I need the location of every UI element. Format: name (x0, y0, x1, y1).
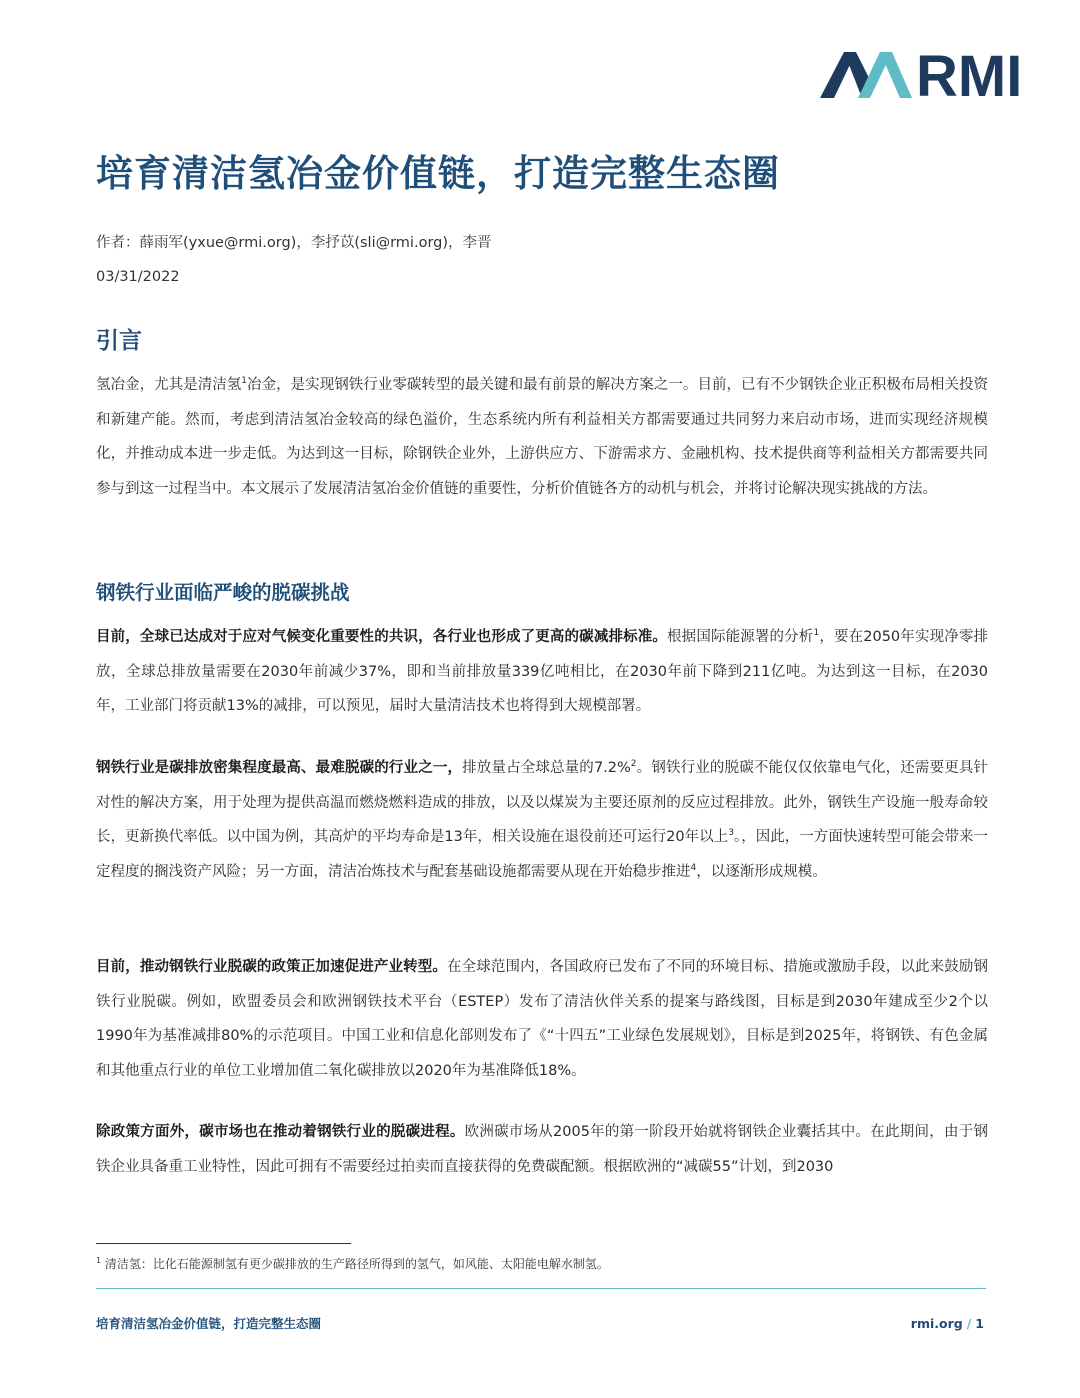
rmi-logo-mark (820, 44, 1030, 100)
paragraph-emissions: 钢铁行业是碳排放密集程度最高、最难脱碳的行业之一，排放量占全球总量的7.2%$^2$。钢铁行业的脱碳不能仅仅依靠电气化，还需要更具针对性的解决方案，用于处理为提供高温而燃烧燃料造成的排放，以及以煤炭为主要还原剂的反应过程排放。此外，钢铁生产设施一般寿命较长，更新换代率低。以中国为例，其高炉的平均寿命是13年，相关设施在退役前还可运行20年以上$^3$。，因此，一方面快速转型可能会带来一定程度的搁浅资产风险；另一方面，清洁冶炼技术与配套基础设施都需要从现在开始稳步推进$^4$，以逐渐形成规模。 (96, 759, 989, 880)
section-heading: 钢铁行业面临严峻的脱碳挑战 (96, 581, 350, 604)
paragraph-policy: 目前，推动钢铁行业脱碳的政策正加速促进产业转型。在全球范围内，各国政府已发布了不同的环境目标、措施或激励手段，以此来鼓励钢铁行业脱碳。例如，欧盟委员会和欧洲钢铁技术平台（ESTEP）发布了清洁伙伴关系的提案与路线图，目标是到2030年建成至少2个以1990年为基准减排80%的示范项目。中国工业和信息化部则发布了《“十四五”工业绿色发展规划》，目标是到2025年，将钢铁、有色金属和其他重点行业的单位工业增加值二氧化碳排放以2020年为基准降低18%。 (96, 959, 988, 1079)
footer-divider (96, 1288, 986, 1289)
footnote-divider (96, 1243, 351, 1244)
footnote (96, 1251, 996, 1274)
footnote-ref[interactable]: 4 (690, 862, 697, 873)
publish-date: 03/31/2022 (96, 269, 180, 285)
paragraph-carbon-market: 除政策方面外，碳市场也在推动着钢铁行业的脱碳进程。欧洲碳市场从2005年的第一阶段开始就将钢铁企业囊括其中。在此期间，由于钢铁企业具备重工业特性，因此可拥有不需要经过拍卖而直接获得的免费碳配额。根据欧洲的“减碳55”计划，到2030 (96, 1124, 988, 1175)
logo-wordmark: RMI (916, 44, 1023, 100)
footnote-ref[interactable]: 1 (241, 376, 248, 387)
paragraph-consensus: 目前，全球已达成对于应对气候变化重要性的共识，各行业也形成了更高的碳减排标准。根据国际能源署的分析$^1$，要在2050年实现净零排放，全球总排放量需要在2030年前减少37%，即和当前排放量339亿吨相比，在2030年前下降到211亿吨。为达到这一目标，在2030年，工业部门将贡献13%的减排，可以预见，届时大量清洁技术也将得到大规模部署。 (96, 628, 989, 714)
intro-heading: 引言 (96, 328, 142, 354)
footer-title: 培育清洁氢冶金价值链，打造完整生态圈 (96, 1316, 322, 1331)
footer-site-link[interactable]: rmi.org (910, 1316, 963, 1331)
footnote-ref[interactable]: 2 (630, 759, 637, 770)
intro-paragraph: 氢冶金，尤其是清洁氢$^1$冶金，是实现钢铁行业零碳转型的最关键和最有前景的解决方案之一。目前，已有不少钢铁企业正积极布局相关投资和新建产能。然而，考虑到清洁氢冶金较高的绿色溢价，生态系统内所有利益相关方都需要通过共同努力来启动市场，进而实现经济规模化，并推动成本进一步走低。为达到这一目标，除钢铁企业外，上游供应方、下游需求方、金融机构、技术提供商等利益相关方都需要共同参与到这一过程当中。本文展示了发展清洁氢冶金价值链的重要性，分析价值链各方的动机与机会，并将讨论解决现实挑战的方法。 (96, 376, 989, 497)
footnote-text: 清洁氢：比化石能源制氢有更少碳排放的生产路径所得到的氢气，如风能、太阳能电解水制氢。 (104, 1257, 609, 1271)
footnote-ref[interactable]: 3 (728, 828, 734, 839)
footnote-number: 1 (96, 1256, 102, 1265)
footer-separator: / (966, 1316, 972, 1331)
footer-page-info (911, 1314, 984, 1334)
authors-line: 作者：薛雨军(yxue@rmi.org)，李抒苡(sli@rmi.org)，李晋 (96, 235, 492, 251)
rmi-logo (820, 44, 1030, 100)
footnote-ref[interactable]: 1 (813, 628, 820, 639)
page-title: 培育清洁氢冶金价值链，打造完整生态圈 (96, 152, 780, 195)
page-number: 1 (975, 1316, 984, 1331)
